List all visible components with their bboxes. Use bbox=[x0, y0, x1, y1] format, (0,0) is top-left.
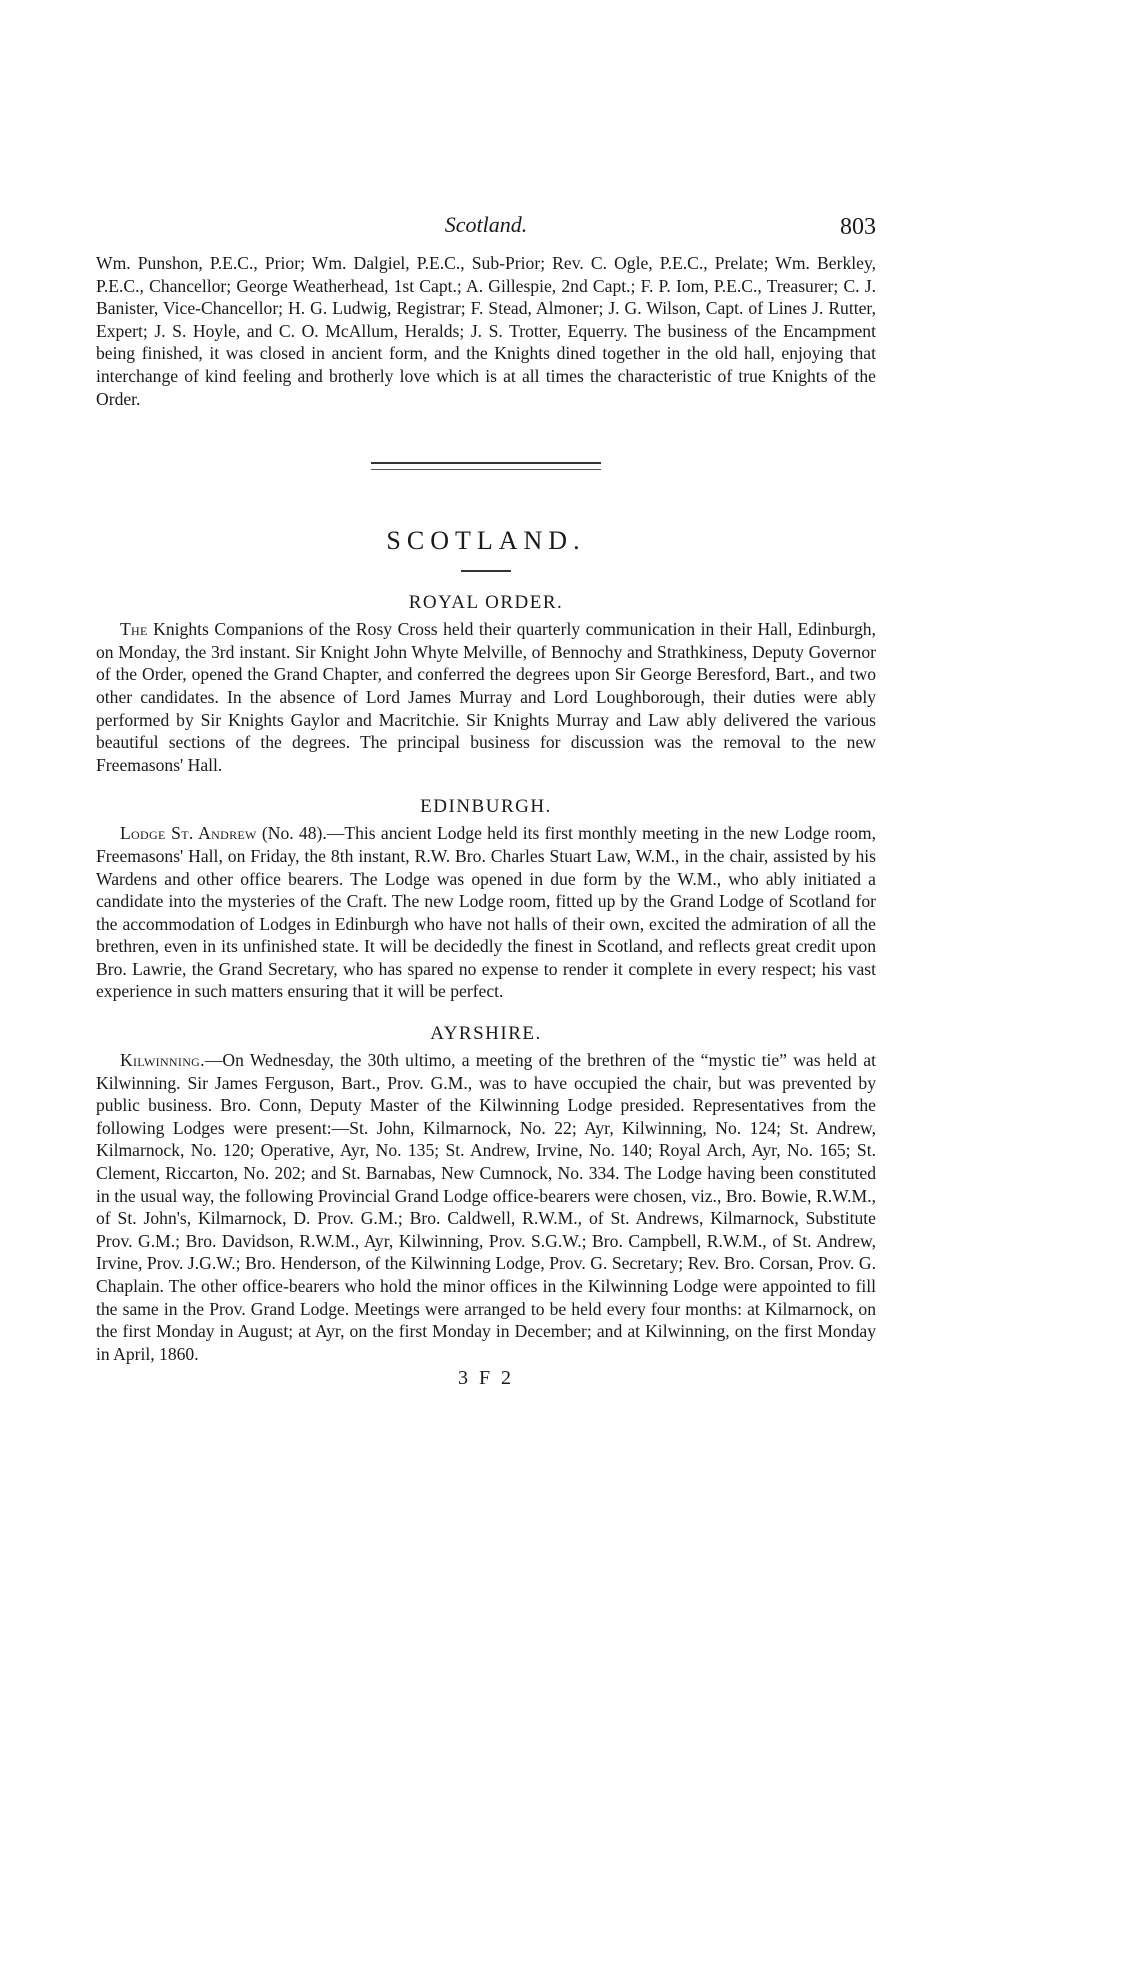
edinburgh-heading: EDINBURGH. bbox=[420, 796, 552, 818]
edinburgh-text: (No. 48).—This ancient Lodge held its first monthly meeting in the new Lodge room, Freemasons' Hall, on Friday, the 8th instant, R.W. Bro. Charles Stuart Law, W.M., in the chair, assisted by his Wardens and other office bearers. The Lodge was opened in due form by the W.M., who ably initiated a candidate into the mysteries of the Craft. The new Lodge room, fitted up by the Grand Lodge of Scotland for the accommodation of Lodges in Edinburgh who have not halls of their own, excited the admiration of all the brethren, even in its unfinished state. It will be decidedly the finest in Scotland, and reflects great credit upon Bro. Lawrie, the Grand Secretary, who has spared no expense to render it complete in every respect; his vast experience in such matters ensuring that it will be perfect. bbox=[96, 823, 876, 1002]
running-head bbox=[96, 212, 876, 242]
encampment-paragraph: Wm. Punshon, P.E.C., Prior; Wm. Dalgiel, P.E.C., Sub-Prior; Rev. C. Ogle, P.E.C., Prelate; Wm. Berkley, P.E.C., Chancellor; George Weatherhead, 1st Capt.; A. Gillespie, 2nd Capt.; F. P. Iom, P.E.C., Treasurer; C. J. Banister, Vice-Chancellor; H. G. Ludwig, Registrar; F. Stead, Almoner; J. G. Wilson, Capt. of Lines J. Rutter, Expert; J. S. Hoyle, and C. O. McAllum, Heralds; J. S. Trotter, Equerry. The business of the Encampment being finished, it was closed in ancient form, and the Knights dined together in the old hall, enjoying that interchange of kind feeling and brotherly love which is at all times the characteristic of true Knights of the Order. bbox=[96, 253, 876, 409]
signature-mark: 3 F 2 bbox=[457, 1367, 515, 1390]
edinburgh-paragraph bbox=[96, 822, 876, 1003]
ayrshire-lead: Kilwinning. bbox=[120, 1050, 205, 1071]
running-title: Scotland. bbox=[444, 212, 528, 237]
edinburgh-lead: Lodge St. Andrew bbox=[120, 823, 257, 844]
section-divider bbox=[371, 462, 601, 470]
royal-order-text: Knights Companions of the Rosy Cross held their quarterly communication in their Hall, Edinburgh, on Monday, the 3rd instant. Sir Knight John Whyte Melville, of Bennochy and Strathkiness, Deputy Governor of the Order, opened the Grand Chapter, and conferred the degrees upon Sir George Beresford, Bart., and two other candidates. In the absence of Lord James Murray and Lord Loughborough, their duties were ably performed by Sir Knights Gaylor and Macritchie. Sir Knights Murray and Law ably delivered the various beautiful sections of the degrees. The principal business for discussion was the removal to the new Freemasons' Hall. bbox=[96, 619, 876, 775]
ayrshire-heading: AYRSHIRE. bbox=[430, 1023, 542, 1045]
section-title: SCOTLAND. bbox=[386, 526, 586, 556]
page-content bbox=[96, 252, 876, 1390]
ayrshire-paragraph bbox=[96, 1049, 876, 1365]
page-number: 803 bbox=[840, 214, 876, 240]
royal-order-lead: The bbox=[120, 619, 148, 640]
royal-order-paragraph bbox=[96, 618, 876, 776]
royal-order-heading: ROYAL ORDER. bbox=[408, 592, 564, 614]
title-underline bbox=[461, 570, 511, 572]
ayrshire-text: —On Wednesday, the 30th ultimo, a meeting of the brethren of the “mystic tie” was held at Kilwinning. Sir James Ferguson, Bart., Prov. G.M., was to have occupied the chair, but was prevented by public business. Bro. Conn, Deputy Master of the Kilwinning Lodge presided. Representatives from the following Lodges were present:—St. John, Kilmarnock, No. 22; Ayr, Kilwinning, No. 124; St. Andrew, Kilmarnock, No. 120; Operative, Ayr, No. 135; St. Andrew, Irvine, No. 140; Royal Arch, Ayr, No. 165; St. Clement, Riccarton, No. 202; and St. Barnabas, New Cumnock, No. 334. The Lodge having been constituted in the usual way, the following Provincial Grand Lodge office-bearers were chosen, viz., Bro. Bowie, R.W.M., of St. John's, Kilmarnock, D. Prov. G.M.; Bro. Caldwell, R.W.M., of St. Andrews, Kilmarnock, Substitute Prov. G.M.; Bro. Davidson, R.W.M., Ayr, Kilwinning, Prov. S.G.W.; Bro. Campbell, R.W.M., of St. Andrew, Irvine, Prov. J.G.W.; Bro. Henderson, of the Kilwinning Lodge, Prov. G. Secretary; Rev. Bro. Corsan, Prov. G. Chaplain. The other office-bearers who hold the minor offices in the Kilwinning Lodge were appointed to fill the same in the Prov. Grand Lodge. Meetings were arranged to be held every four months: at Kilmarnock, on the first Monday in August; at Ayr, on the first Monday in December; and at Kilwinning, on the first Monday in April, 1860. bbox=[96, 1050, 876, 1364]
